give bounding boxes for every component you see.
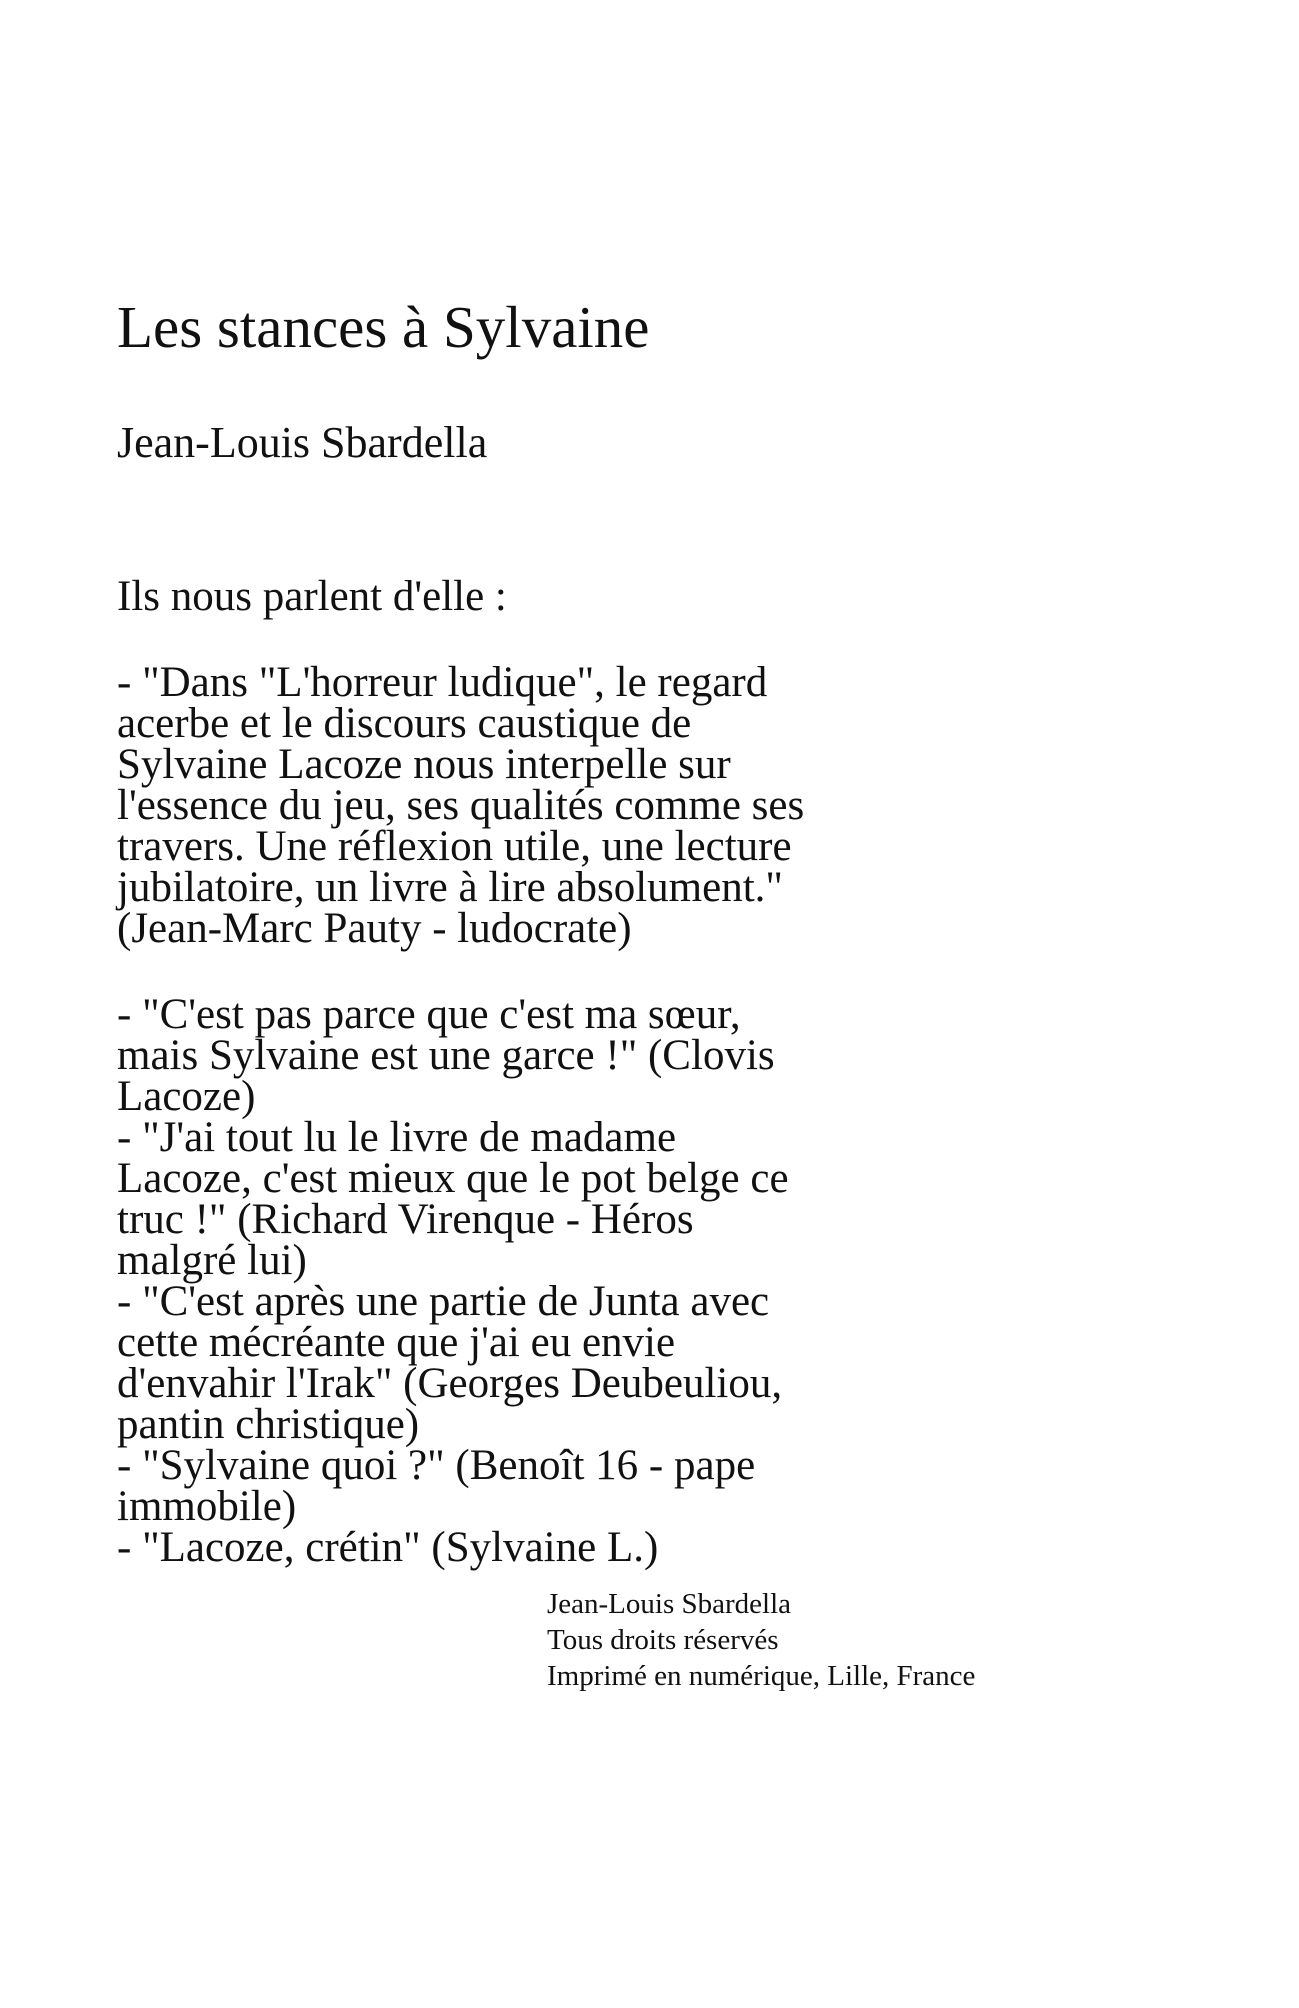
quote-line: d'envahir l'Irak" (Georges Deubeuliou, (117, 1360, 783, 1407)
quote-line: travers. Une réflexion utile, une lecture (117, 823, 792, 870)
quote-line: immobile) (117, 1483, 297, 1530)
praise-intro: Ils nous parlent d'elle : (117, 573, 507, 620)
colophon-author: Jean-Louis Sbardella (547, 1588, 792, 1620)
quote-line: (Jean-Marc Pauty - ludocrate) (117, 905, 632, 952)
quote-line: Lacoze, c'est mieux que le pot belge ce (117, 1155, 789, 1202)
praise-quote-block-2 (117, 991, 997, 1571)
quote-line: - "Sylvaine quoi ?" (Benoît 16 - pape (117, 1442, 756, 1489)
colophon-printed: Imprimé en numérique, Lille, France (547, 1660, 976, 1692)
quote-line: pantin christique) (117, 1401, 420, 1448)
quote-line: - "J'ai tout lu le livre de madame (117, 1114, 677, 1161)
quote-line: acerbe et le discours caustique de (117, 700, 692, 747)
colophon (547, 1586, 975, 1694)
quote-line: - "C'est pas parce que c'est ma sœur, (117, 991, 741, 1038)
colophon-rights: Tous droits réservés (547, 1624, 779, 1656)
quote-line: cette mécréante que j'ai eu envie (117, 1319, 676, 1366)
quote-line: Lacoze) (117, 1073, 256, 1120)
quote-line: malgré lui) (117, 1237, 307, 1284)
book-title: Les stances à Sylvaine (117, 294, 650, 360)
quote-line: jubilatoire, un livre à lire absolument." (117, 864, 783, 911)
quote-line: - "C'est après une partie de Junta avec (117, 1278, 770, 1325)
quote-line: - "Lacoze, crétin" (Sylvaine L.) (117, 1524, 659, 1571)
quote-line: - "Dans "L'horreur ludique", le regard (117, 659, 768, 706)
quote-line: l'essence du jeu, ses qualités comme ses (117, 782, 805, 829)
quote-line: mais Sylvaine est une garce !" (Clovis (117, 1032, 775, 1079)
quote-line: truc !" (Richard Virenque - Héros (117, 1196, 694, 1243)
book-author: Jean-Louis Sbardella (117, 418, 488, 467)
quote-line: Sylvaine Lacoze nous interpelle sur (117, 741, 731, 788)
praise-quote-block-1 (117, 659, 997, 952)
